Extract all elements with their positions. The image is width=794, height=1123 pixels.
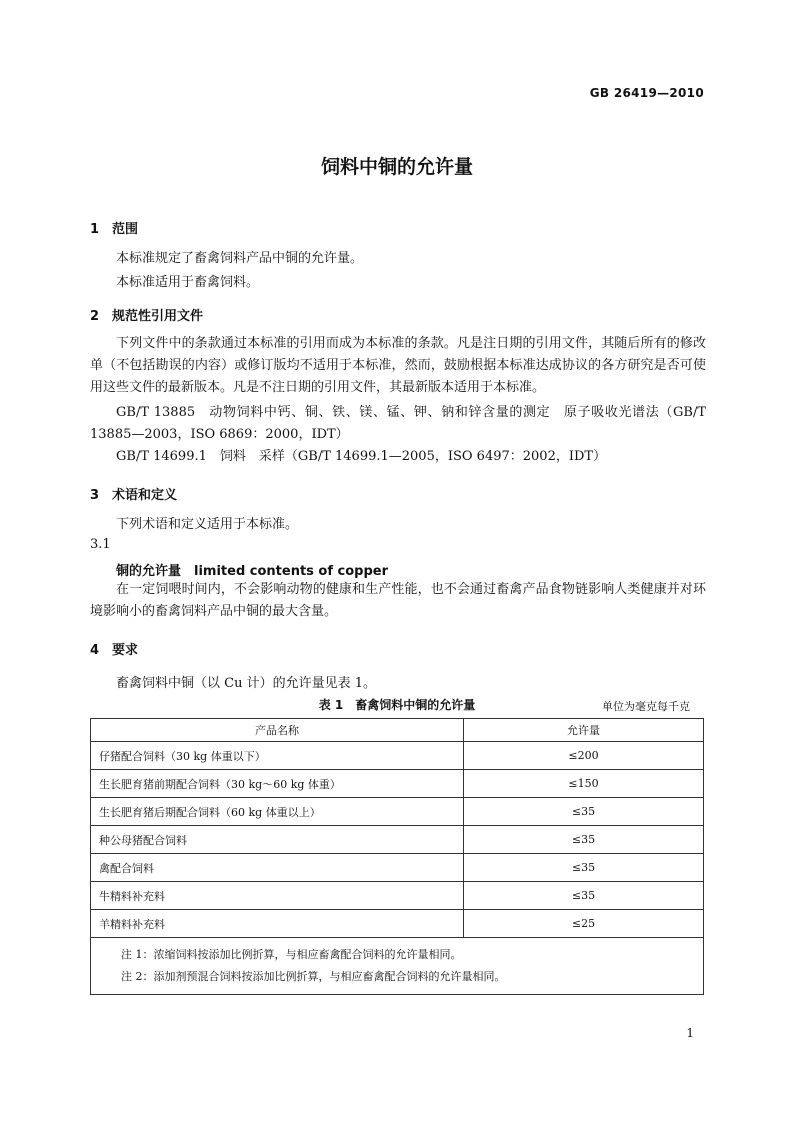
section-4-heading (90, 639, 138, 658)
table-row (91, 854, 704, 882)
table-header-row (91, 719, 704, 742)
section-number: 1 (90, 222, 100, 237)
section-1-para-1: 本标准规定了畜禽饲料产品中铜的允许量。 (116, 251, 364, 266)
section-3-heading (90, 484, 177, 503)
reference-gb-t-13885: GB/T 13885 动物饲料中钙、铜、铁、镁、锰、钾、钠和锌含量的测定 原子吸收光谱法（GB/T 13885—2003，ISO 6869：2000，IDT） (90, 405, 706, 442)
section-title: 要求 (112, 643, 139, 658)
product-name-cell: 仔猪配合饲料（30 kg 体重以下） (91, 742, 464, 770)
limit-value-cell: ≤35 (464, 882, 704, 910)
table-note-1: 注 1：浓缩饲料按添加比例折算，与相应畜禽配合饲料的允许量相同。 (121, 948, 462, 961)
standard-number: GB 26419—2010 (589, 86, 704, 100)
section-title: 规范性引用文件 (112, 309, 204, 324)
section-1-para-2: 本标准适用于畜禽饲料。 (116, 275, 260, 290)
product-name-cell: 种公母猪配合饲料 (91, 826, 464, 854)
limit-value-cell: ≤25 (464, 910, 704, 938)
table-row (91, 882, 704, 910)
limit-value-cell: ≤35 (464, 798, 704, 826)
table-unit: 单位为毫克每千克 (602, 700, 690, 713)
document-title: 饲料中铜的允许量 (320, 156, 473, 178)
table-row (91, 798, 704, 826)
section-number: 2 (90, 309, 100, 324)
section-title: 术语和定义 (112, 488, 178, 503)
section-3-para-1: 下列术语和定义适用于本标准。 (116, 517, 299, 532)
limit-value-cell: ≤200 (464, 742, 704, 770)
section-title: 范围 (112, 222, 139, 237)
product-name-cell: 生长肥育猪前期配合饲料（30 kg～60 kg 体重） (91, 770, 464, 798)
section-1-heading (90, 218, 138, 237)
product-name-cell: 羊精料补充料 (91, 910, 464, 938)
term-heading: 铜的允许量 limited contents of copper (116, 564, 389, 579)
table-notes-row (91, 938, 704, 995)
section-number: 4 (90, 643, 100, 658)
table-row (91, 742, 704, 770)
table-row (91, 910, 704, 938)
section-2-heading (90, 305, 203, 324)
section-2-para-1: 下列文件中的条款通过本标准的引用而成为本标准的条款。凡是注日期的引用文件，其随后所有的修改单（不包括勘误的内容）或修订版均不适用于本标准，然而，鼓励根据本标准达成协议的各方研究是否可使用这些文件的最新版本。凡是不注日期的引用文件，其最新版本适用于本标准。 (90, 336, 706, 395)
table-notes (91, 938, 704, 995)
subsection-number: 3.1 (90, 537, 111, 552)
column-header-limit: 允许量 (464, 719, 704, 742)
page-number: 1 (686, 1026, 694, 1040)
column-header-product: 产品名称 (91, 719, 464, 742)
limit-value-cell: ≤35 (464, 826, 704, 854)
table-row (91, 826, 704, 854)
term-definition: 在一定饲喂时间内，不会影响动物的健康和生产性能，也不会通过畜禽产品食物链影响人类健康并对环境影响小的畜禽饲料产品中铜的最大含量。 (90, 582, 706, 619)
copper-limit-table (90, 718, 704, 995)
product-name-cell: 禽配合饲料 (91, 854, 464, 882)
section-4-para-1: 畜禽饲料中铜（以 Cu 计）的允许量见表 1。 (116, 676, 376, 691)
section-number: 3 (90, 488, 100, 503)
limit-value-cell: ≤150 (464, 770, 704, 798)
reference-gb-t-14699-1: GB/T 14699.1 饲料 采样（GB/T 14699.1—2005，ISO 6497：2002，IDT） (116, 449, 607, 464)
product-name-cell: 牛精料补充料 (91, 882, 464, 910)
limit-value-cell: ≤35 (464, 854, 704, 882)
table-caption: 表 1 畜禽饲料中铜的允许量 (318, 698, 476, 712)
table-row (91, 770, 704, 798)
table-note-2: 注 2：添加剂预混合饲料按添加比例折算，与相应畜禽配合饲料的允许量相同。 (121, 970, 506, 983)
product-name-cell: 生长肥育猪后期配合饲料（60 kg 体重以上） (91, 798, 464, 826)
